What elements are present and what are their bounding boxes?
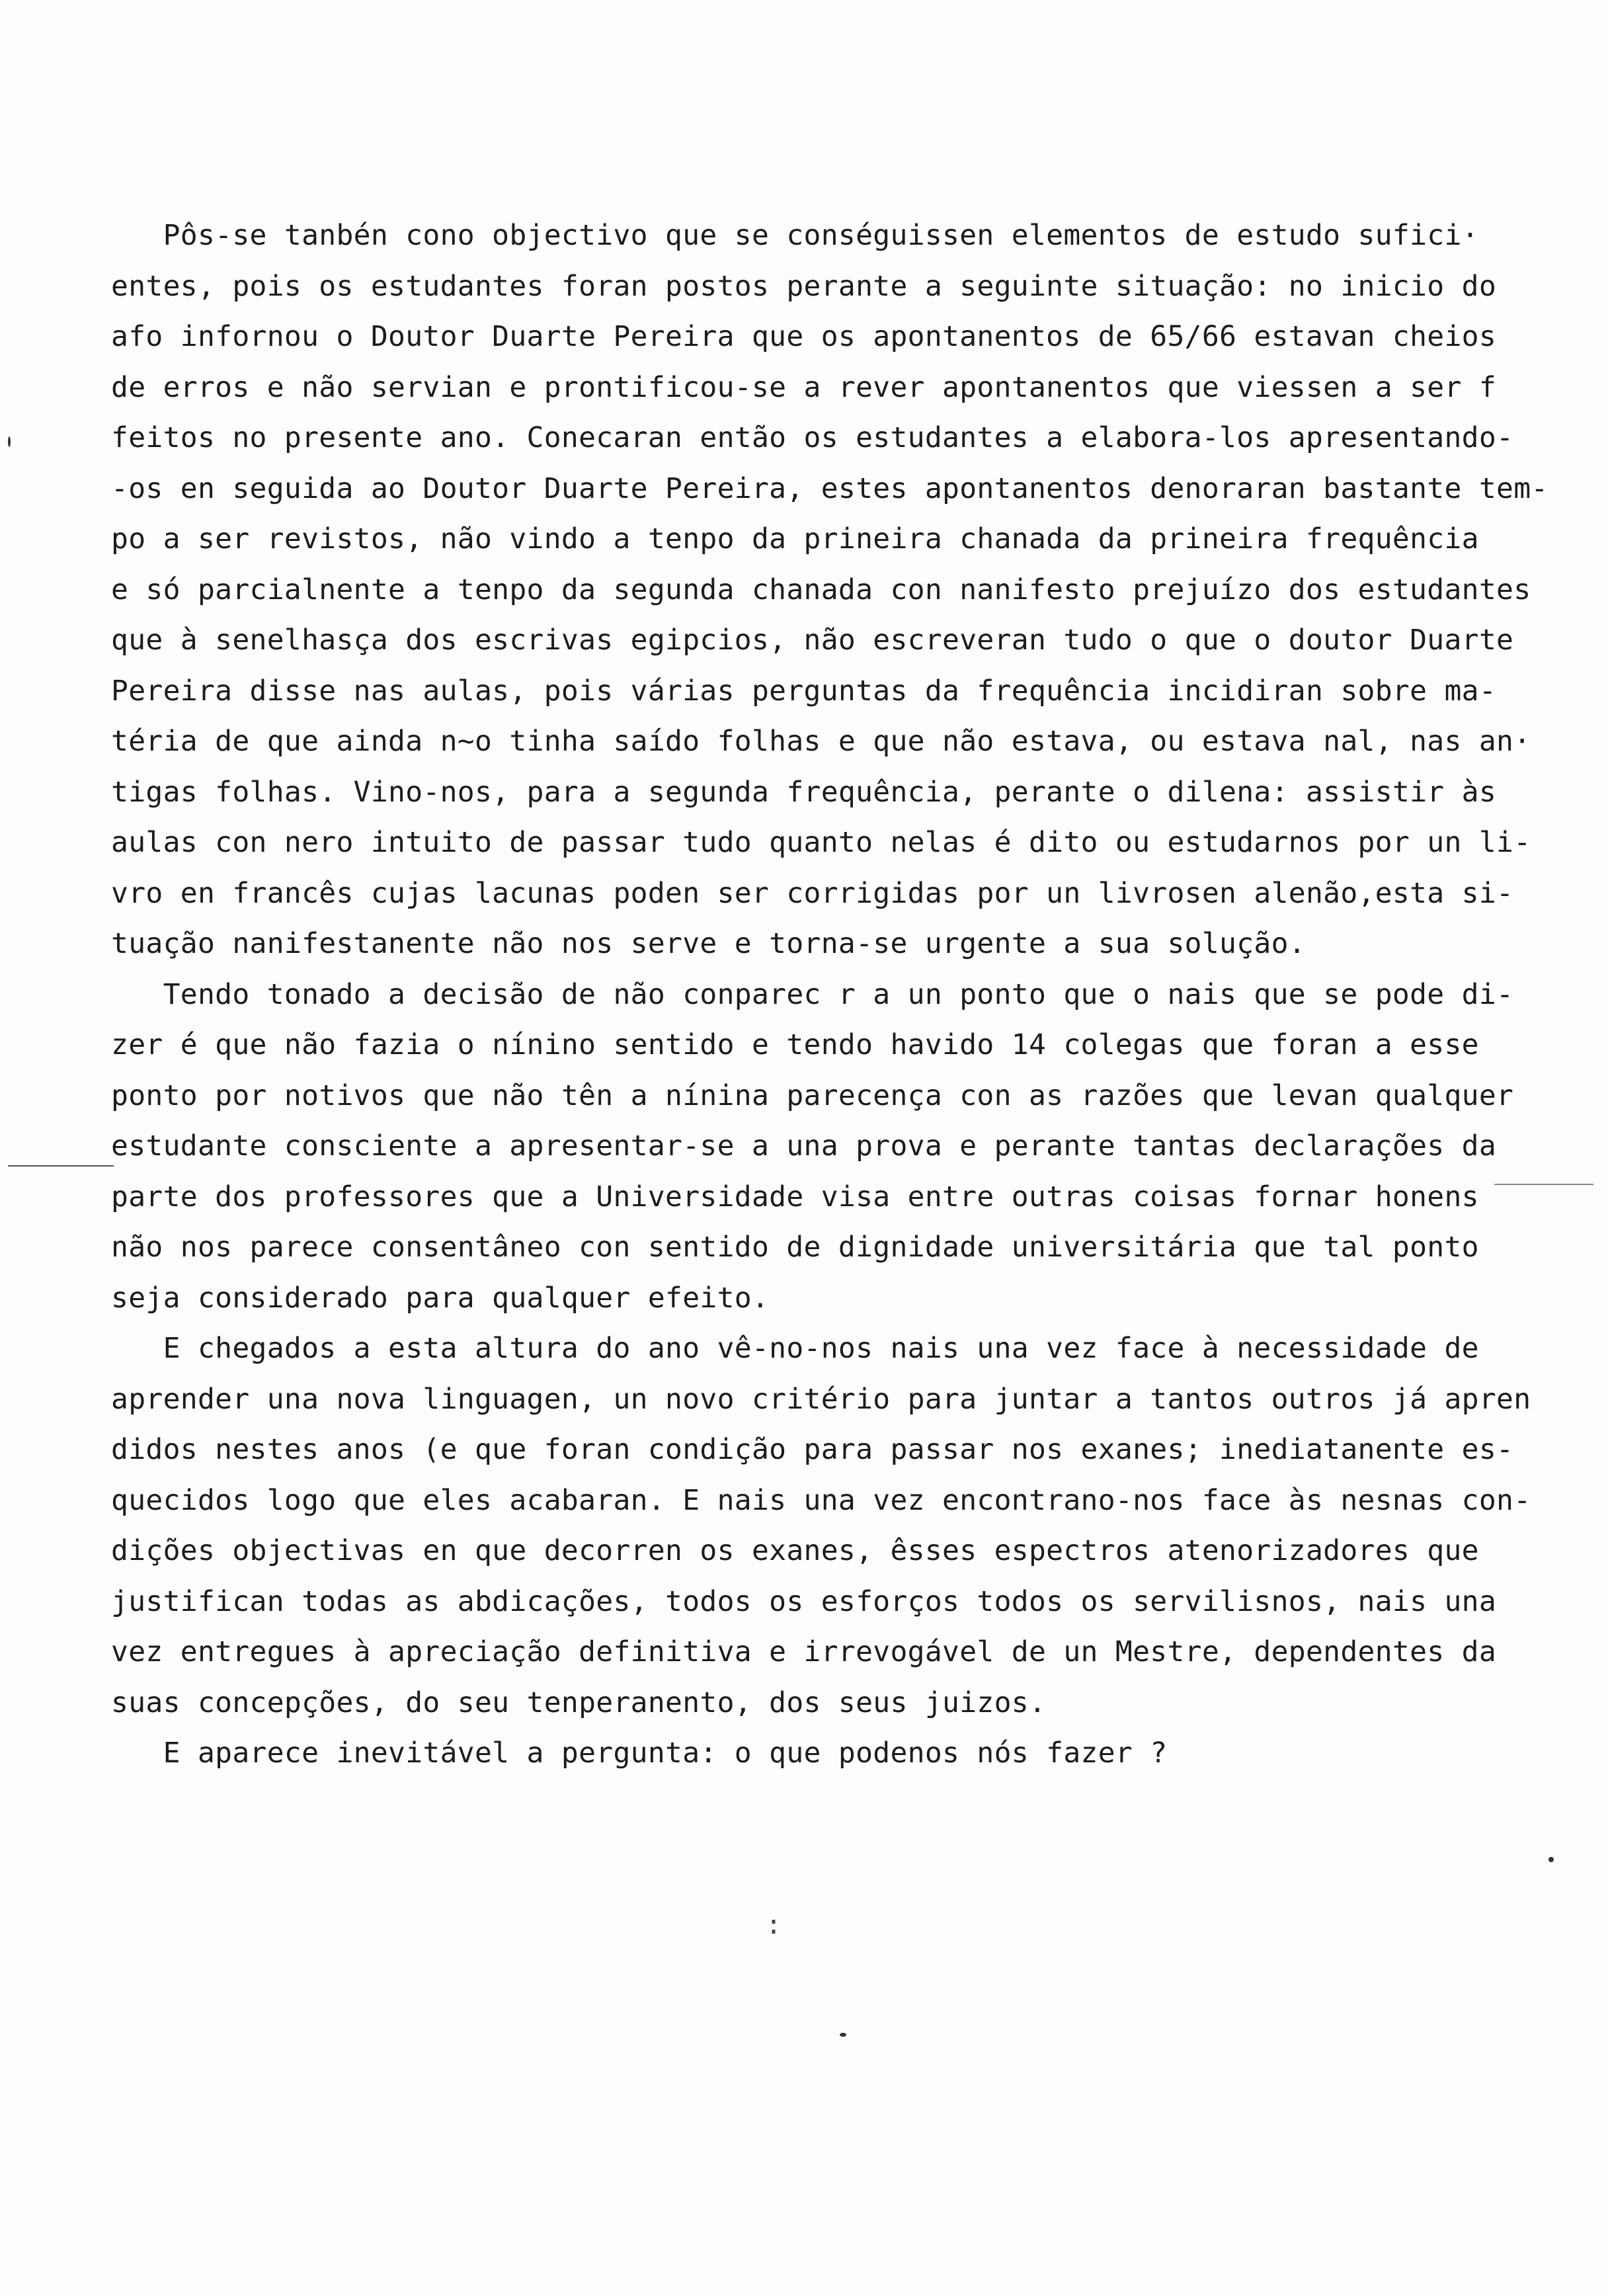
text-line: não nos parece consentâneo con sentido de dignidade universitária que tal ponto: [111, 1231, 1479, 1264]
typescript-body: [111, 210, 1548, 1779]
text-line: estudante consciente a apresentar-se a una prova e perante tantas declarações da: [111, 1129, 1497, 1163]
text-line: dições objectivas en que decorren os exanes, êsses espectros atenorizadores que: [111, 1534, 1479, 1567]
text-line: Pereira disse nas aulas, pois várias perguntas da frequência incidiran sobre ma-: [111, 674, 1497, 708]
text-line: suas concepções, do seu tenperanento, dos seus juizos.: [111, 1686, 1047, 1719]
text-line: aulas con nero intuito de passar tudo quanto nelas é dito ou estudarnos por un li-: [111, 826, 1531, 859]
text-line: Pôs-se tanbén cono objectivo que se conséguissen elementos de estudo sufici·: [111, 219, 1479, 252]
text-line: ponto por notivos que não tên a nínina parecença con as razões que levan qualquer: [111, 1079, 1514, 1112]
text-line: Tendo tonado a decisão de não conparec r a un ponto que o nais que se pode di-: [111, 977, 1514, 1011]
stray-rule: [1494, 1184, 1593, 1185]
text-line: E aparece inevitável a pergunta: o que podenos nós fazer ?: [111, 1737, 1168, 1770]
text-line: didos nestes anos (e que foran condição para passar nos exanes; inediatanente es-: [111, 1433, 1514, 1466]
text-line: afo infornou o Doutor Duarte Pereira que os apontanentos de 65/66 estavan cheios: [111, 320, 1497, 353]
text-line: vro en francês cujas lacunas poden ser corrigidas por un livrosen alenão,esta si-: [111, 876, 1514, 910]
paper-speck: [1548, 1857, 1554, 1862]
center-mark: :: [766, 1910, 782, 1940]
text-line: que à senelhasça dos escrivas egipcios, não escreveran tudo o que o doutor Duarte: [111, 624, 1514, 657]
text-line: e só parcialnente a tenpo da segunda chanada con nanifesto prejuízo dos estudantes: [111, 573, 1531, 606]
text-line: E chegados a esta altura do ano vê-no-nos nais una vez face à necessidade de: [111, 1332, 1479, 1365]
text-line: entes, pois os estudantes foran postos perante a seguinte situação: no inicio do: [111, 269, 1497, 303]
paper-speck: [840, 2033, 846, 2037]
text-line: aprender una nova linguagen, un novo critério para juntar a tantos outros já apren: [111, 1382, 1531, 1416]
paper-speck: [8, 436, 11, 447]
text-line: po a ser revistos, não vindo a tenpo da prineira chanada da prineira frequência: [111, 522, 1479, 555]
text-line: téria de que ainda n~o tinha saído folhas e que não estava, ou estava nal, nas an·: [111, 725, 1531, 758]
text-line: vez entregues à apreciação definitiva e irrevogável de un Mestre, dependentes da: [111, 1635, 1497, 1668]
text-line: tigas folhas. Vino-nos, para a segunda frequência, perante o dilena: assistir às: [111, 775, 1497, 809]
text-line: de erros e não servian e prontificou-se a rever apontanentos que viessen a ser f: [111, 370, 1497, 404]
text-line: -os en seguida ao Doutor Duarte Pereira, estes apontanentos denoraran bastante tem-: [111, 472, 1548, 505]
stray-rule: [8, 1165, 114, 1167]
text-line: parte dos professores que a Universidade visa entre outras coisas fornar honens: [111, 1180, 1479, 1213]
text-line: seja considerado para qualquer efeito.: [111, 1281, 770, 1315]
text-line: feitos no presente ano. Conecaran então os estudantes a elabora-los apresentando-: [111, 421, 1514, 454]
text-line: tuação nanifestanente não nos serve e torna-se urgente a sua solução.: [111, 927, 1306, 960]
text-line: justifican todas as abdicações, todos os esforços todos os servilisnos, nais una: [111, 1584, 1497, 1618]
text-line: quecidos logo que eles acabaran. E nais una vez encontrano-nos face às nesnas con-: [111, 1483, 1531, 1517]
text-line: zer é que não fazia o nínino sentido e tendo havido 14 colegas que foran a esse: [111, 1028, 1479, 1061]
